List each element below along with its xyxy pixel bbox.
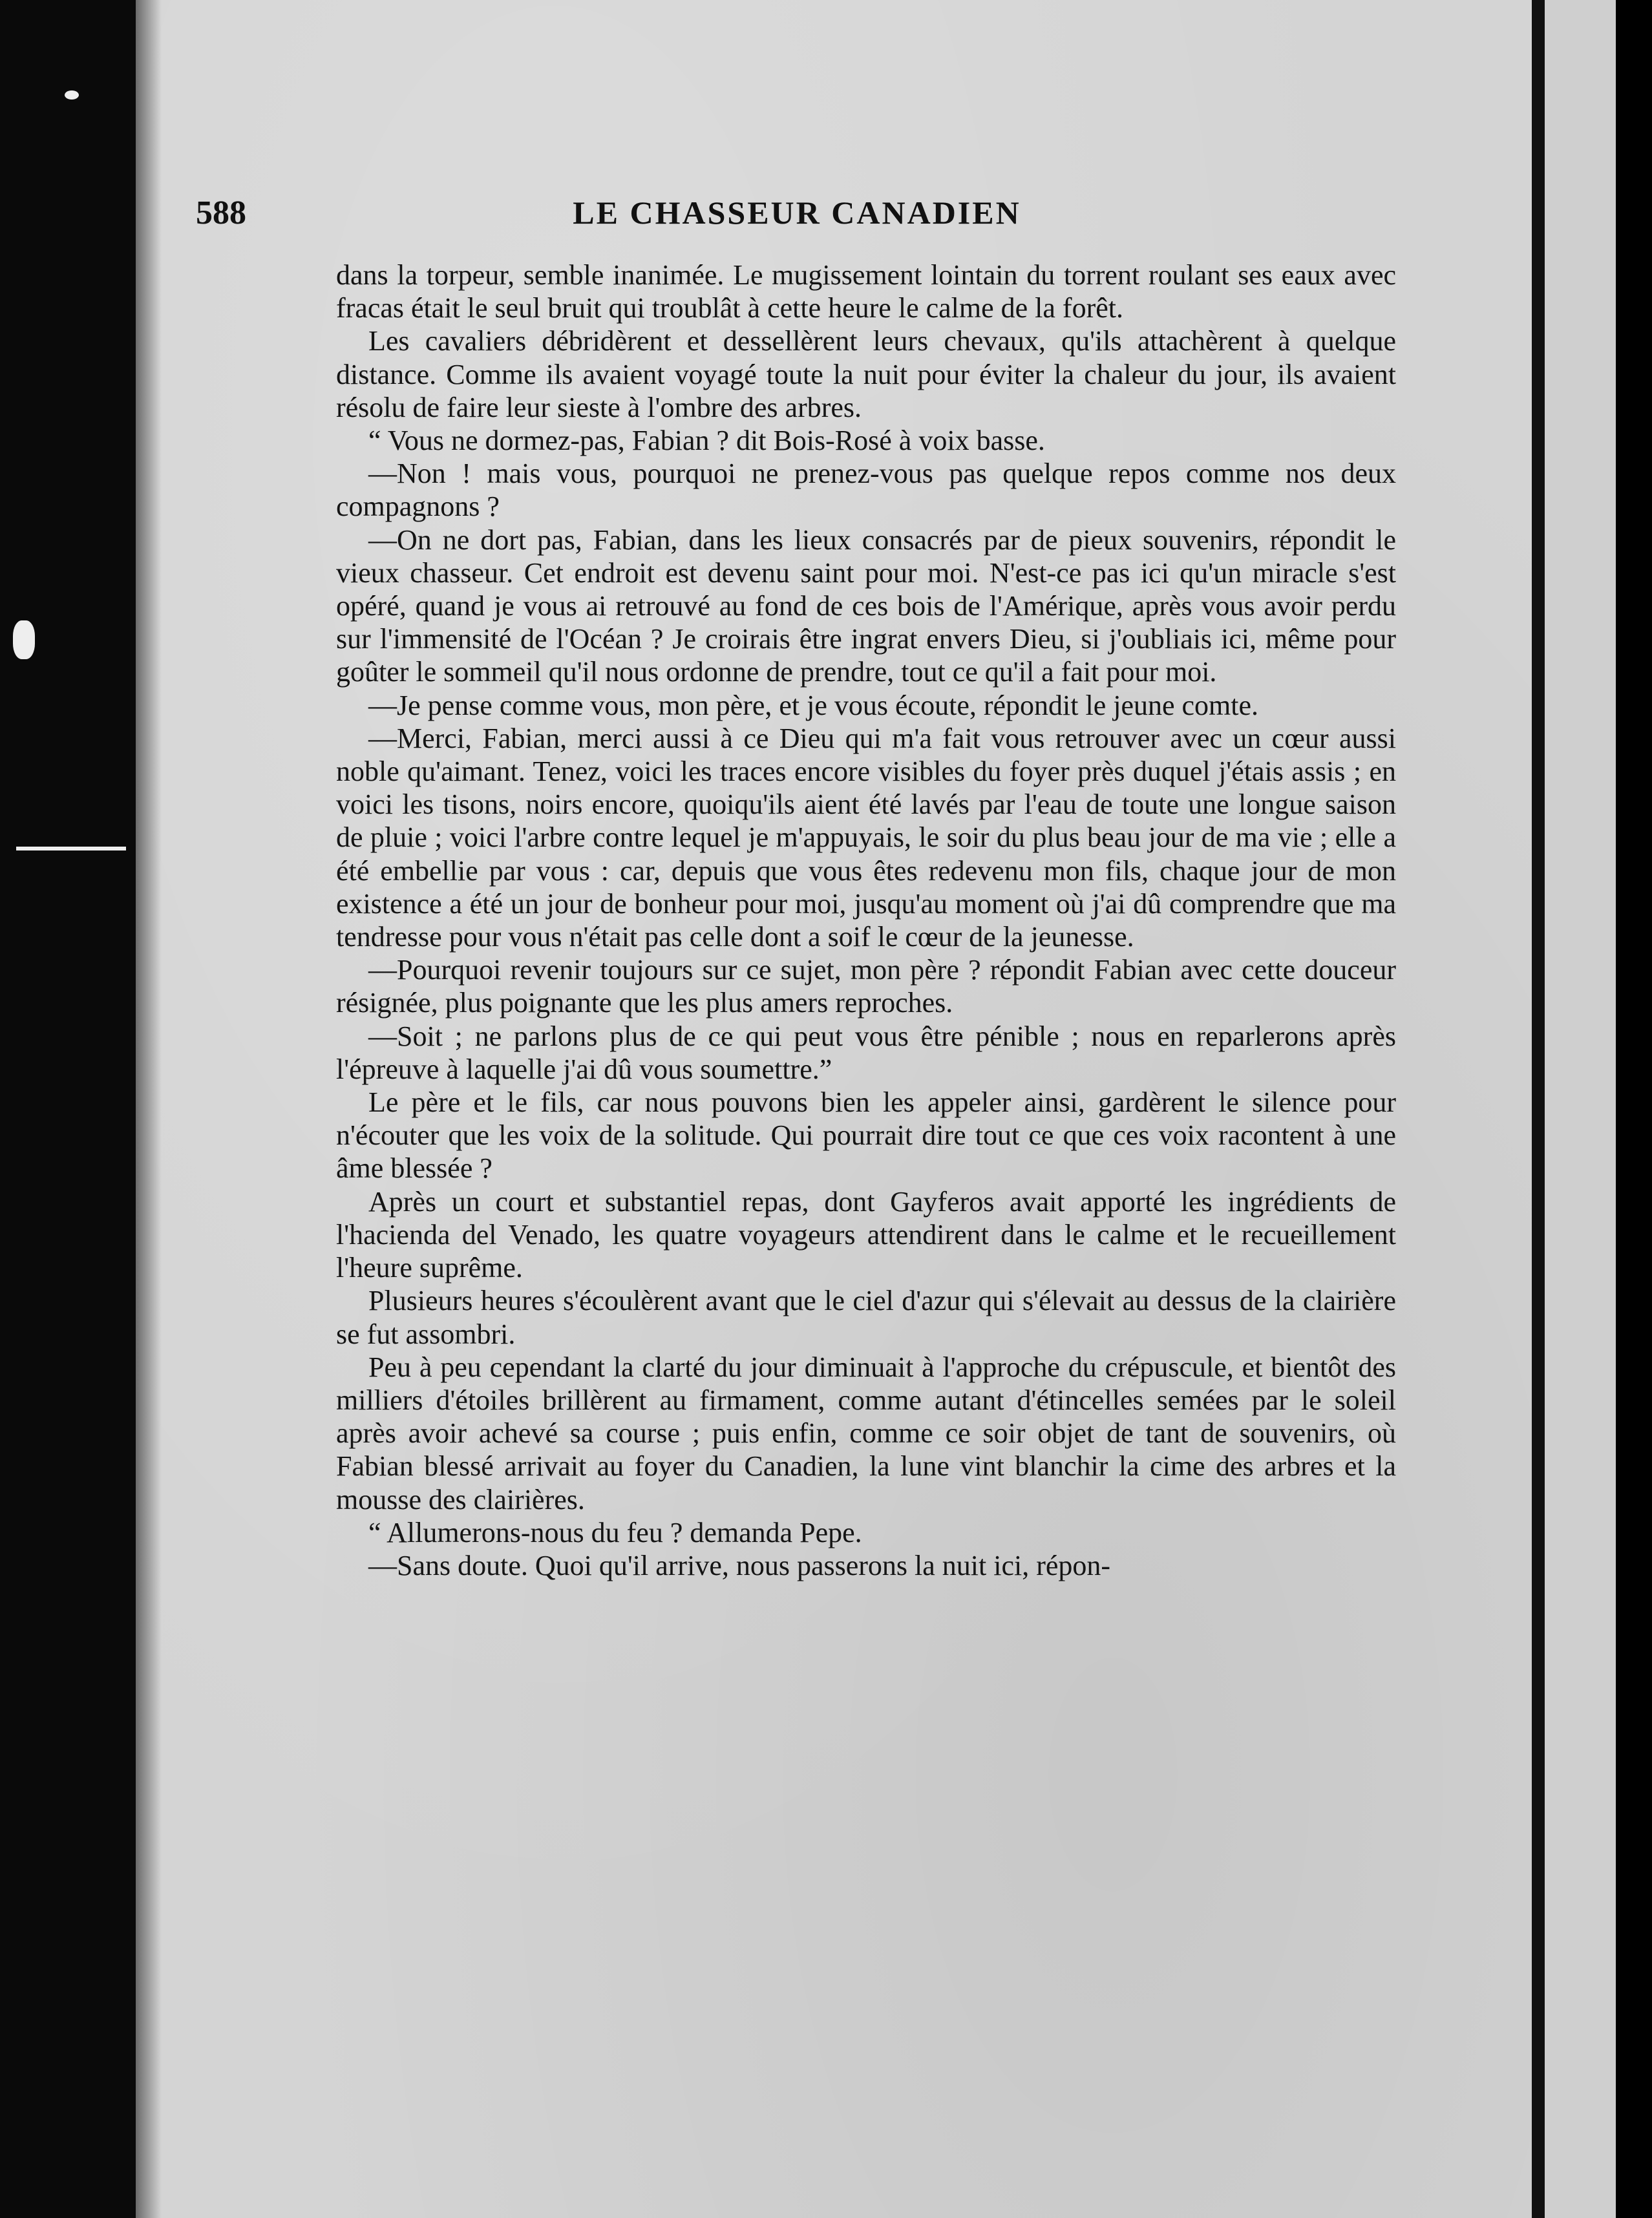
scan-speck (13, 620, 35, 659)
paragraph: —On ne dort pas, Fabian, dans les lieux consacrés par de pieux souvenirs, répondit le vieux chasseur. Cet endroit est devenu saint pour moi. N'est-ce pas ici qu'un miracle s'est opéré, quand je vous ai retrouvé au fond de ces bois de l'Amérique, après vous avoir perdu sur l'immensité de l'Océan ? Je croirais être ingrat envers Dieu, si j'oubliais ici, même pour goûter le sommeil qu'il nous ordonne de prendre, tout ce qu'il a fait pour moi. (336, 523, 1396, 688)
page-header (196, 187, 1398, 246)
paragraph: Le père et le fils, car nous pouvons bien les appeler ainsi, gardèrent le silence pour n'écouter que les voix de la solitude. Qui pourrait dire tout ce que ces voix racontent à une âme blessée ? (336, 1086, 1396, 1185)
body-text (336, 259, 1396, 1582)
paragraph: —Non ! mais vous, pourquoi ne prenez-vous pas quelque repos comme nos deux compagnons ? (336, 458, 1396, 523)
page-gutter-shadow (136, 0, 162, 2218)
running-title: LE CHASSEUR CANADIEN (573, 195, 1021, 231)
page-right-edge (1532, 0, 1545, 2218)
paragraph: Plusieurs heures s'écoulèrent avant que le ciel d'azur qui s'élevait au dessus de la clairière se fut assombri. (336, 1285, 1396, 1350)
paragraph: Les cavaliers débridèrent et dessellèrent leurs chevaux, qu'ils attachèrent à quelque distance. Comme ils avaient voyagé toute la nuit pour éviter la chaleur du jour, ils avaient résolu de faire leur sieste à l'ombre des arbres. (336, 325, 1396, 423)
next-page-sliver (1545, 0, 1616, 2218)
paragraph: —Merci, Fabian, merci aussi à ce Dieu qui m'a fait vous retrouver avec un cœur aussi noble qu'aimant. Tenez, voici les traces encore visibles du foyer près duquel j'étais assis ; en voici les tisons, noirs encore, quoiqu'ils aient été lavés par l'eau de toute une longue saison de pluie ; voici l'arbre contre lequel je m'appuyais, le soir du plus beau jour de ma vie ; elle a été embellie par vous : car, depuis que vous êtes redevenu mon fils, chaque jour de mon existence a été un jour de bonheur pour moi, jusqu'au moment où j'ai dû comprendre que ma tendresse pour vous n'était pas celle dont a soif le cœur de la jeunesse. (336, 722, 1396, 953)
paragraph: dans la torpeur, semble inanimée. Le mugissement lointain du torrent roulant ses eaux avec fracas était le seul bruit qui troublât à cette heure le calme de la forêt. (336, 259, 1396, 324)
paragraph: —Je pense comme vous, mon père, et je vous écoute, répondit le jeune comte. (368, 689, 1259, 721)
paragraph: “ Allumerons-nous du feu ? demanda Pepe. (368, 1516, 862, 1548)
paragraph: “ Vous ne dormez-pas, Fabian ? dit Bois-Rosé à voix basse. (368, 425, 1045, 457)
scan-right-margin (1616, 0, 1652, 2218)
paragraph: Peu à peu cependant la clarté du jour diminuait à l'approche du crépuscule, et bientôt des milliers d'étoiles brillèrent au firmament, comme autant d'étincelles semées par le soleil après avoir achevé sa course ; puis enfin, comme ce soir objet de tant de souvenirs, où Fabian blessé arrivait au foyer du Canadien, la lune vint blanchir la cime des arbres et la mousse des clairières. (336, 1351, 1396, 1516)
paragraph: —Pourquoi revenir toujours sur ce sujet, mon père ? répondit Fabian avec cette douceur résignée, plus poignante que les plus amers reproches. (336, 954, 1396, 1019)
paragraph: Après un court et substantiel repas, dont Gayferos avait apporté les ingrédients de l'hacienda del Venado, les quatre voyageurs attendirent dans le calme et le recueillement l'heure suprême. (336, 1185, 1396, 1284)
paragraph: —Soit ; ne parlons plus de ce qui peut vous être pénible ; nous en reparlerons après l'épreuve à laquelle j'ai dû vous soumettre.” (336, 1020, 1396, 1085)
scan-speck (16, 847, 126, 850)
scan-left-margin (0, 0, 136, 2218)
paragraph: —Sans doute. Quoi qu'il arrive, nous passerons la nuit ici, répon- (368, 1549, 1111, 1581)
scan-speck (65, 90, 79, 100)
page-number: 588 (196, 195, 246, 231)
